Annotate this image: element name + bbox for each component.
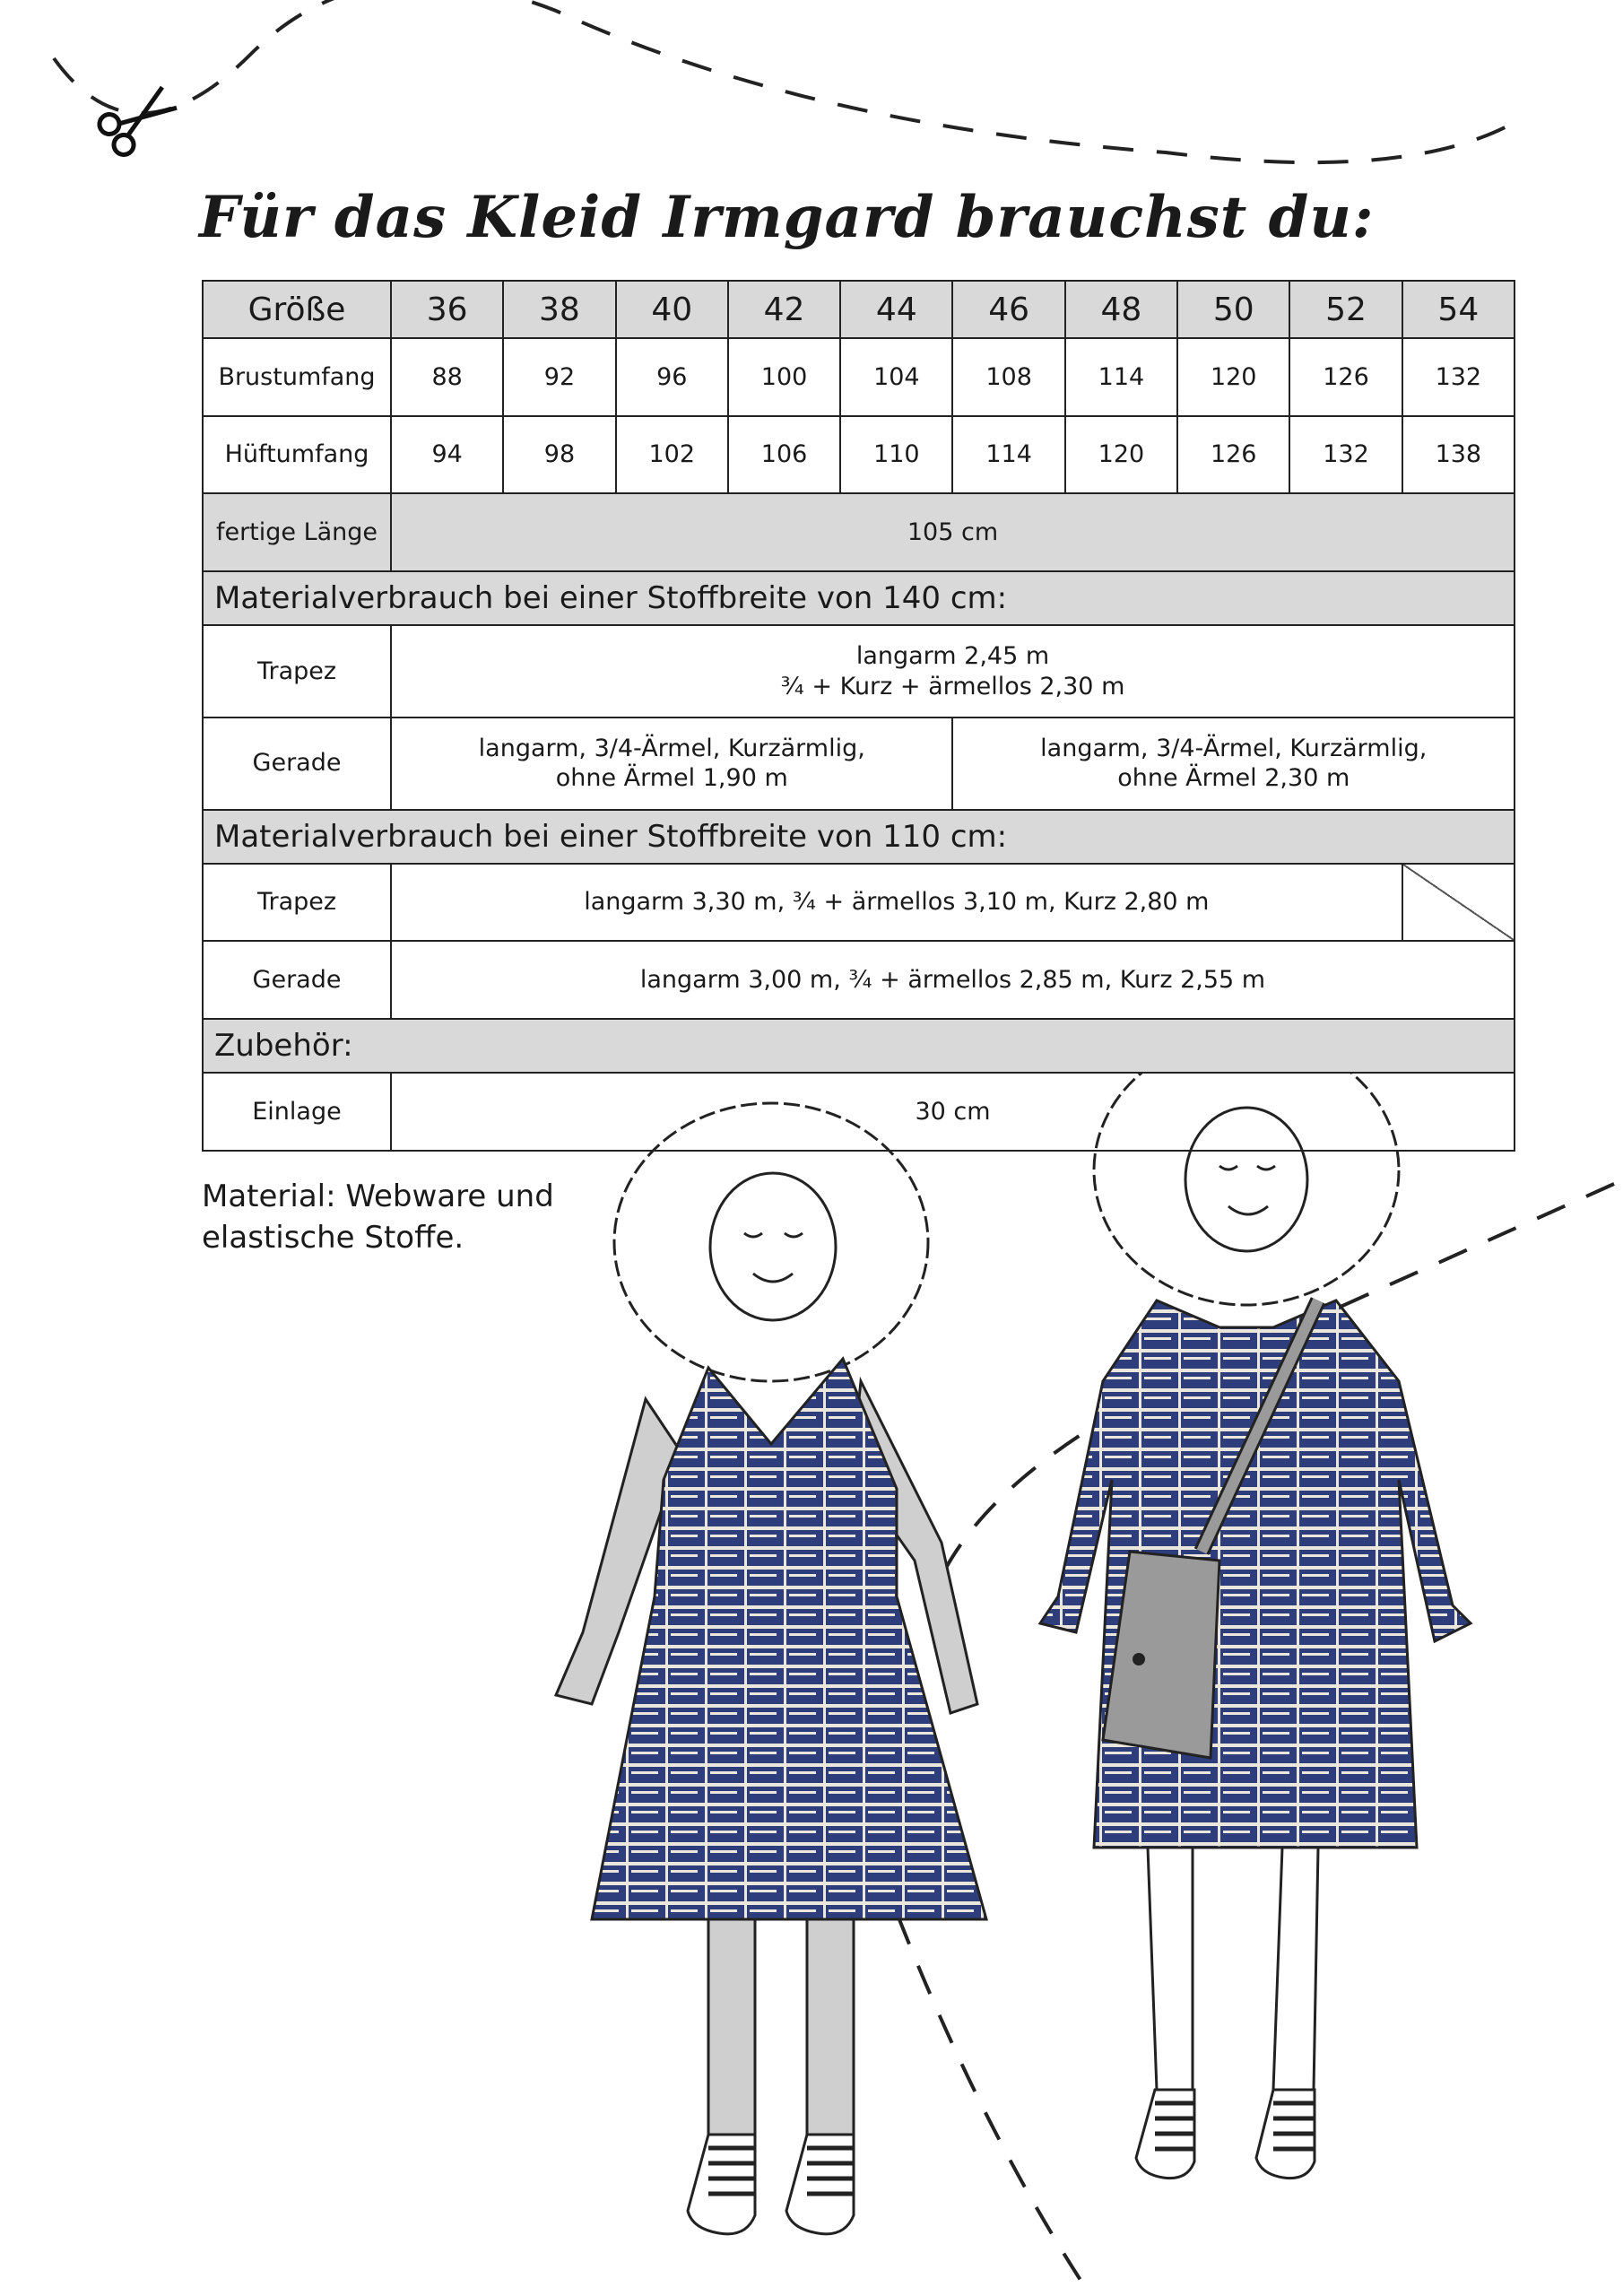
gerade-140-right	[952, 718, 1515, 810]
size-cell: 40	[616, 281, 728, 338]
dashed-cut-line-lower	[879, 1866, 1085, 2287]
gerade-140-right-line1: langarm, 3/4-Ärmel, Kurzärmlig,	[1040, 734, 1428, 762]
measure-cell: 108	[952, 338, 1064, 416]
size-cell: 50	[1177, 281, 1289, 338]
scissors-icon	[96, 79, 183, 159]
row-label: Einlage	[203, 1073, 391, 1151]
measure-cell: 98	[503, 416, 615, 494]
measure-cell: 138	[1402, 416, 1515, 494]
row-label: Gerade	[203, 941, 391, 1019]
length-value: 105 cm	[391, 493, 1515, 571]
row-label: Trapez	[203, 625, 391, 718]
section-heading-row	[203, 810, 1515, 864]
row-label: Trapez	[203, 864, 391, 942]
material-note	[202, 1177, 554, 1259]
section-heading-accessories: Zubehör:	[203, 1019, 1515, 1073]
measure-cell: 102	[616, 416, 728, 494]
illustration-girl-pinafore	[556, 1103, 986, 2234]
trapez-140-line1: langarm 2,45 m	[855, 641, 1050, 670]
section-heading-row	[203, 1019, 1515, 1073]
trapez-140-value	[391, 625, 1515, 718]
size-cell: 52	[1289, 281, 1402, 338]
einlage-value: 30 cm	[391, 1073, 1515, 1151]
measure-cell: 110	[840, 416, 952, 494]
size-header-label: Größe	[203, 281, 391, 338]
size-cell: 44	[840, 281, 952, 338]
measure-cell: 132	[1289, 416, 1402, 494]
measure-cell: 132	[1402, 338, 1515, 416]
page-title: Für das Kleid Irmgard brauchst du:	[199, 184, 1375, 251]
gerade-140-left-line2: ohne Ärmel 1,90 m	[555, 764, 788, 793]
size-cell: 36	[391, 281, 503, 338]
section-heading-110: Materialverbrauch bei einer Stoffbreite von 110 cm:	[203, 810, 1515, 864]
gerade-140-right-line2: ohne Ärmel 2,30 m	[1117, 764, 1350, 793]
gerade-110-value: langarm 3,00 m, ¾ + ärmellos 2,85 m, Kurz 2,55 m	[391, 941, 1515, 1019]
measure-cell: 114	[1065, 338, 1177, 416]
measure-cell: 126	[1289, 338, 1402, 416]
measure-cell: 106	[728, 416, 840, 494]
illustration-girl-dress-bag	[1040, 1036, 1471, 2179]
measure-cell: 100	[728, 338, 840, 416]
measure-cell: 104	[840, 338, 952, 416]
row-label: fertige Länge	[203, 493, 391, 571]
measure-cell: 88	[391, 338, 503, 416]
measure-cell: 126	[1177, 416, 1289, 494]
measure-cell: 92	[503, 338, 615, 416]
gerade-140-left-line1: langarm, 3/4-Ärmel, Kurzärmlig,	[478, 734, 865, 762]
row-label: Brustumfang	[203, 338, 391, 416]
material-note-line1: Material: Webware und	[202, 1178, 554, 1214]
table-row-gerade-140	[203, 718, 1515, 810]
measure-cell: 94	[391, 416, 503, 494]
size-cell: 42	[728, 281, 840, 338]
table-row-hueftumfang	[203, 416, 1515, 494]
section-heading-140: Materialverbrauch bei einer Stoffbreite von 140 cm:	[203, 571, 1515, 625]
size-cell: 46	[952, 281, 1064, 338]
size-cell: 38	[503, 281, 615, 338]
table-row-brustumfang	[203, 338, 1515, 416]
row-label: Hüftumfang	[203, 416, 391, 494]
trapez-110-value: langarm 3,30 m, ¾ + ärmellos 3,10 m, Kurz 2,80 m	[391, 864, 1402, 942]
size-cell: 48	[1065, 281, 1177, 338]
row-label: Gerade	[203, 718, 391, 810]
table-row-einlage	[203, 1073, 1515, 1151]
table-row-length	[203, 493, 1515, 571]
table-row-gerade-110	[203, 941, 1515, 1019]
size-cell: 54	[1402, 281, 1515, 338]
material-note-line2: elastische Stoffe.	[202, 1219, 464, 1256]
table-row-trapez-110	[203, 864, 1515, 942]
empty-diagonal-cell	[1402, 864, 1515, 942]
size-chart-table	[202, 280, 1515, 1152]
measure-cell: 96	[616, 338, 728, 416]
measure-cell: 120	[1177, 338, 1289, 416]
size-header-row	[203, 281, 1515, 338]
trapez-140-line2: ¾ + Kurz + ärmellos 2,30 m	[780, 672, 1125, 700]
measure-cell: 114	[952, 416, 1064, 494]
measure-cell: 120	[1065, 416, 1177, 494]
dashed-cut-line-top	[54, 0, 1524, 162]
gerade-140-left	[391, 718, 952, 810]
section-heading-row	[203, 571, 1515, 625]
table-row-trapez-140	[203, 625, 1515, 718]
